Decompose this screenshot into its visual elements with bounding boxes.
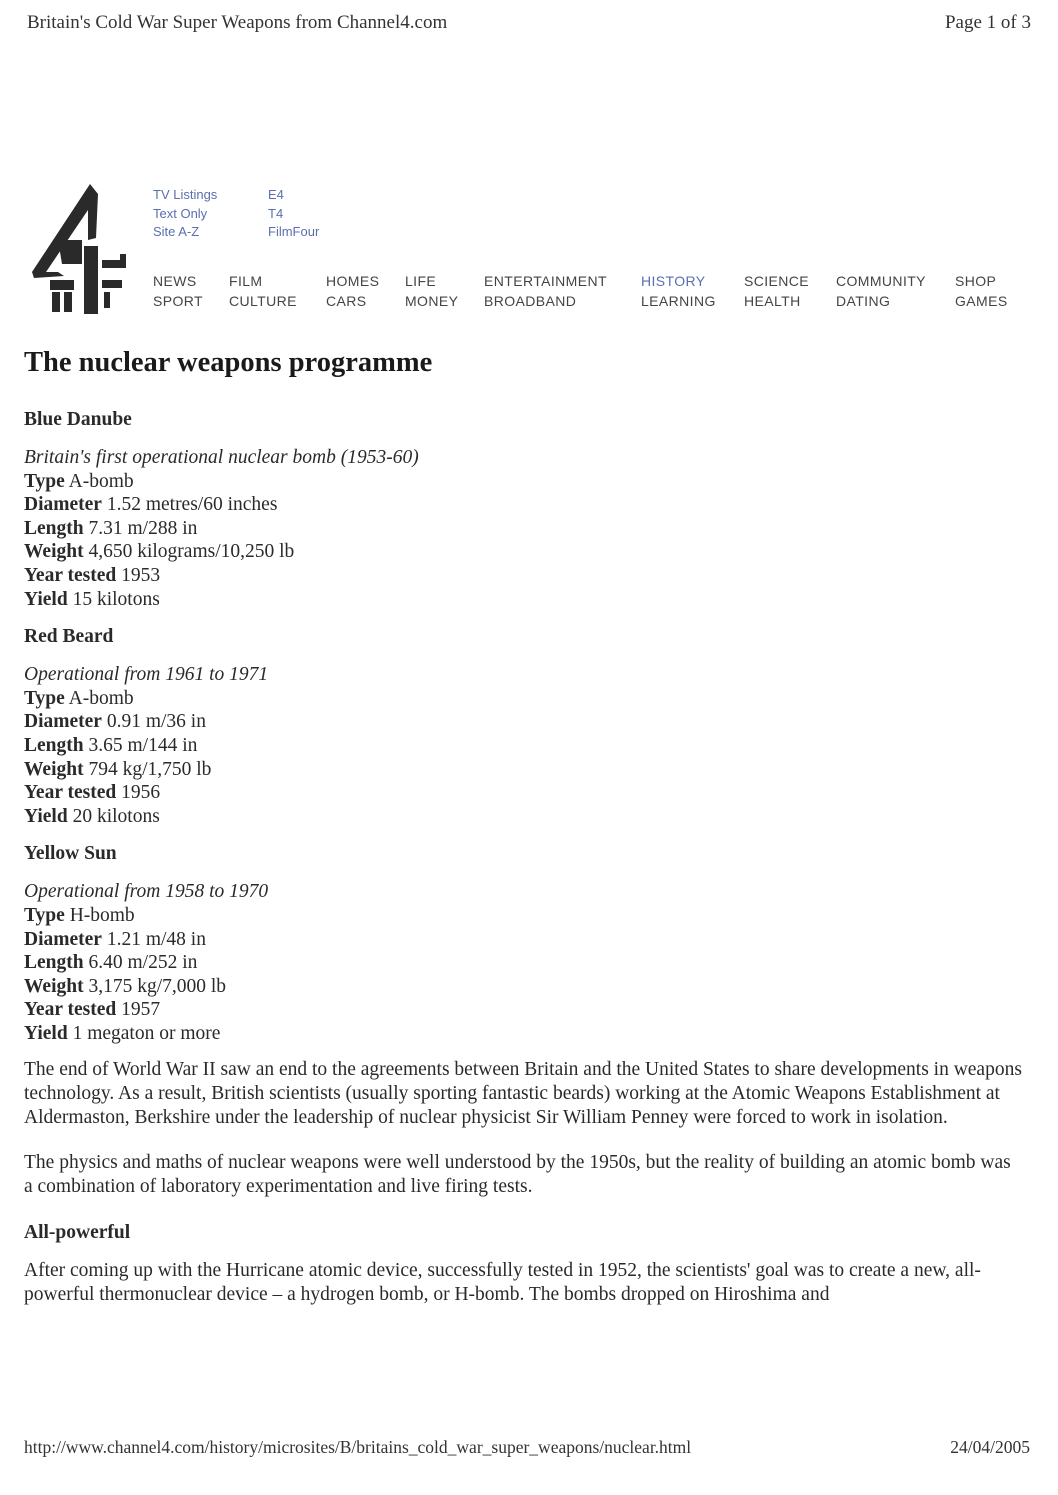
spec-value: 1953 [121, 564, 161, 586]
spec-label: Length [24, 517, 84, 539]
nav-col-shop [955, 271, 1008, 311]
spec-label: Weight [24, 541, 84, 563]
body-paragraph: After coming up with the Hurricane atomic device, successfully tested in 1952, the scientists' goal was to create a new, all-powerful thermonuclear device – a hydrogen bomb, or H-bomb. The bombs dropped on Hiroshima and [24, 1260, 981, 1306]
nav-link-homes[interactable]: HOMES [326, 273, 380, 289]
spec-label: Diameter [24, 494, 102, 516]
spec-label: Weight [24, 975, 84, 997]
spec-row [24, 710, 1024, 734]
spec-label: Type [24, 904, 65, 926]
spec-label: Year tested [24, 999, 117, 1021]
spec-label: Diameter [24, 928, 102, 950]
spec-value: 1956 [121, 782, 161, 804]
top-links [153, 186, 368, 242]
spec-row [24, 805, 1024, 829]
nav-link-science[interactable]: SCIENCE [744, 273, 810, 289]
spec-label: Weight [24, 758, 84, 780]
spec-row [24, 758, 1024, 782]
spec-value: 0.91 m/36 in [106, 711, 206, 733]
nav-link-dating[interactable]: DATING [836, 293, 891, 309]
spec-row [24, 517, 1024, 541]
nav-col-homes [326, 271, 379, 311]
spec-row [24, 588, 1024, 612]
link-filmfour[interactable]: FilmFour [268, 224, 320, 239]
weapon-tagline: Operational from 1961 to 1971 [24, 664, 269, 686]
nav-link-life[interactable]: LIFE [405, 273, 437, 289]
spec-label: Year tested [24, 782, 117, 804]
print-page-number: Page 1 of 3 [944, 12, 1031, 33]
spec-label: Type [24, 470, 65, 492]
print-date: 24/04/2005 [950, 1437, 1030, 1457]
spec-label: Length [24, 952, 84, 974]
article-content [24, 407, 1024, 1328]
nav-col-life [405, 271, 458, 311]
nav-link-health[interactable]: HEALTH [744, 293, 801, 309]
nav-col-science [744, 271, 809, 311]
link-tv-listings[interactable]: TV Listings [153, 187, 218, 202]
spec-value: 1.52 metres/60 inches [106, 494, 278, 516]
spec-value: 1.21 m/48 in [106, 928, 206, 950]
print-header [27, 12, 1031, 34]
weapon-tagline: Britain's first operational nuclear bomb (1953-60) [24, 447, 419, 468]
section-heading: All-powerful [24, 1222, 131, 1244]
page-title: The nuclear weapons programme [24, 347, 433, 378]
spec-row [24, 1022, 1024, 1046]
spec-row [24, 564, 1024, 588]
link-t4[interactable]: T4 [268, 205, 284, 221]
nav-link-cars[interactable]: CARS [326, 293, 367, 309]
spec-row [24, 493, 1024, 517]
nav-col-history [641, 271, 716, 311]
nav-col-entertainment [484, 271, 607, 311]
weapon-name: Blue Danube [24, 409, 132, 430]
weapon-name: Red Beard [24, 626, 114, 648]
weapon-red-beard [24, 624, 1024, 828]
nav-link-history[interactable]: HISTORY [641, 273, 706, 289]
spec-value: 4,650 kilograms/10,250 lb [88, 541, 295, 563]
nav-link-sport[interactable]: SPORT [153, 293, 203, 309]
nav-link-news[interactable]: NEWS [153, 273, 197, 289]
nav-link-money[interactable]: MONEY [405, 293, 459, 309]
spec-label: Yield [24, 1022, 68, 1044]
weapon-blue-danube [24, 407, 1024, 611]
print-footer [24, 1437, 1030, 1458]
spec-label: Type [24, 687, 65, 709]
spec-row [24, 540, 1024, 564]
spec-row [24, 928, 1024, 952]
spec-value: 3.65 m/144 in [88, 734, 198, 756]
page-url[interactable]: http://www.channel4.com/history/microsites/B/britains_cold_war_super_weapons/nuclear.html [24, 1437, 692, 1457]
body-paragraph: The physics and maths of nuclear weapons were well understood by the 1950s, but the reality of building an atomic bomb was a combination of laboratory experimentation and live firing tests. [24, 1152, 1011, 1198]
spec-label: Year tested [24, 564, 117, 586]
nav-link-culture[interactable]: CULTURE [229, 293, 297, 309]
spec-row [24, 998, 1024, 1022]
spec-value: H-bomb [69, 904, 135, 926]
spec-row [24, 904, 1024, 928]
nav-link-learning[interactable]: LEARNING [641, 293, 716, 309]
link-e4[interactable]: E4 [268, 187, 284, 202]
spec-value: 1 megaton or more [72, 1022, 221, 1044]
spec-value: 794 kg/1,750 lb [88, 758, 212, 780]
spec-row [24, 734, 1024, 758]
spec-row [24, 781, 1024, 805]
nav-col-news [153, 271, 203, 311]
nav-link-broadband[interactable]: BROADBAND [484, 293, 577, 309]
spec-label: Length [24, 734, 84, 756]
spec-label: Yield [24, 805, 68, 827]
weapon-name: Yellow Sun [24, 843, 117, 865]
spec-value: 20 kilotons [72, 805, 160, 827]
nav-link-games[interactable]: GAMES [955, 293, 1008, 309]
link-site-a-z[interactable]: Site A-Z [153, 224, 200, 239]
weapon-tagline: Operational from 1958 to 1970 [24, 881, 269, 903]
spec-value: A-bomb [68, 687, 134, 709]
spec-value: A-bomb [68, 470, 134, 492]
link-text-only[interactable]: Text Only [153, 205, 208, 221]
nav-link-community[interactable]: COMMUNITY [836, 273, 926, 289]
body-paragraph: The end of World War II saw an end to the agreements between Britain and the United States to share developments in weapons technology. As a result, British scientists (usually sporting fantastic beards) working at the Atomic Weapons Establishment at Aldermaston, Berkshire under the leadership of nuclear physicist Sir William Penney were forced to work in isolation. [24, 1059, 1022, 1129]
spec-row [24, 975, 1024, 999]
spec-row [24, 687, 1024, 711]
nav-col-community [836, 271, 926, 311]
nav-col-film [229, 271, 297, 311]
weapon-yellow-sun [24, 841, 1024, 1045]
spec-row [24, 951, 1024, 975]
spec-row [24, 470, 1024, 494]
nav-link-shop[interactable]: SHOP [955, 273, 997, 289]
spec-label: Yield [24, 588, 68, 610]
spec-value: 7.31 m/288 in [88, 517, 198, 539]
spec-value: 3,175 kg/7,000 lb [88, 975, 227, 997]
spec-value: 1957 [121, 999, 161, 1021]
nav-link-film[interactable]: FILM [229, 273, 263, 289]
channel4-logo-icon[interactable] [28, 180, 132, 314]
spec-label: Diameter [24, 711, 102, 733]
spec-value: 6.40 m/252 in [88, 952, 198, 974]
spec-value: 15 kilotons [72, 588, 160, 610]
print-header-title: Britain's Cold War Super Weapons from Channel4.com [27, 12, 448, 33]
nav-link-entertainment[interactable]: ENTERTAINMENT [484, 273, 607, 289]
